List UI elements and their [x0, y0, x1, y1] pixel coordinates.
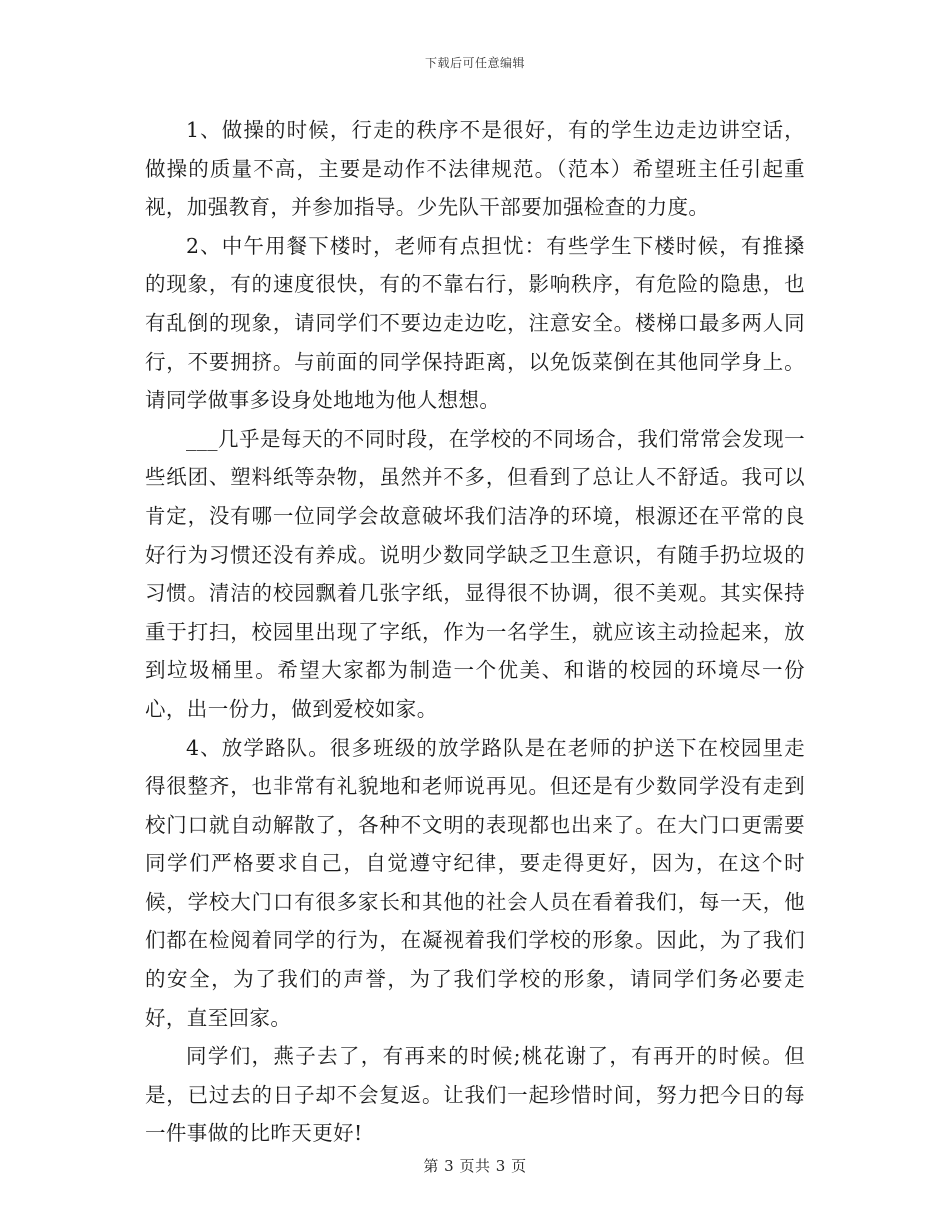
paragraph-closing: 同学们，燕子去了，有再来的时候;桃花谢了，有再开的时候。但是，已过去的日子却不会复返。让我们一起珍惜时间，努力把今日的每一件事做的比昨天更好!: [145, 1044, 805, 1146]
paragraph-lunch-stairs: 2、中午用餐下楼时，老师有点担忧：有些学生下楼时候，有推搡的现象，有的速度很快，有的不靠右行，影响秩序，有危险的隐患，也有乱倒的现象，请同学们不要边走边吃，注意安全。楼梯口最多两人同行，不要拥挤。与前面的同学保持距离，以免饭菜倒在其他同学身上。请同学做事多设身处地地为他人想想。: [145, 233, 805, 413]
paragraph-dismissal-queue: 4、放学路队。很多班级的放学路队是在老师的护送下在校园里走得很整齐，也非常有礼貌地和老师说再见。但还是有少数同学没有走到校门口就自动解散了，各种不文明的表现都也出来了。在大门口更需要同学们严格要求自己，自觉遵守纪律，要走得更好，因为，在这个时候，学校大门口有很多家长和其他的社会人员在看着我们，每一天，他们都在检阅着同学的行为，在凝视着我们学校的形象。因此，为了我们的安全，为了我们的声誉，为了我们学校的形象，请同学们务必要走好，直至回家。: [145, 735, 805, 1030]
paragraph-exercise-order: 1、做操的时候，行走的秩序不是很好，有的学生边走边讲空话，做操的质量不高，主要是动作不法律规范。（范本）希望班主任引起重视，加强教育，并参加指导。少先队干部要加强检查的力度。: [145, 118, 805, 220]
page-header: 下载后可任意编辑: [424, 56, 525, 70]
paragraph-campus-litter: ___几乎是每天的不同时段，在学校的不同场合，我们常常会发现一些纸团、塑料纸等杂物，虽然并不多，但看到了总让人不舒适。我可以肯定，没有哪一位同学会故意破坏我们洁净的环境，根源还在平常的良好行为习惯还没有养成。说明少数同学缺乏卫生意识，有随手扔垃圾的习惯。清洁的校园飘着几张字纸，显得很不协调，很不美观。其实保持重于打扫，校园里出现了字纸，作为一名学生，就应该主动捡起来，放到垃圾桶里。希望大家都为制造一个优美、和谐的校园的环境尽一份心，出一份力，做到爱校如家。: [145, 426, 805, 721]
document-body: [145, 111, 805, 1153]
page-number-footer: 第 3 页共 3 页: [423, 1157, 527, 1175]
